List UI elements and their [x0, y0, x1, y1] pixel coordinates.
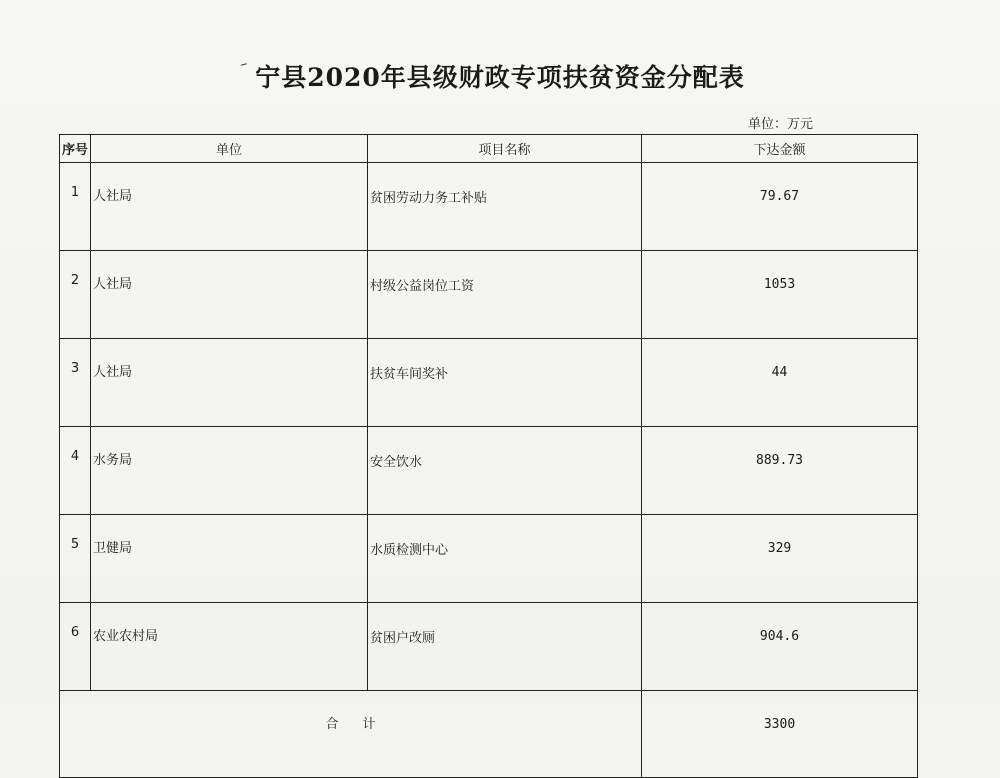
- header-project: 项目名称: [368, 135, 642, 163]
- row-project: 村级公益岗位工资: [368, 251, 642, 339]
- row-project: 贫困户改厕: [368, 603, 642, 691]
- row-unit: 卫健局: [91, 515, 368, 603]
- total-label: 合计: [60, 691, 642, 778]
- row-amount: 329: [642, 515, 918, 603]
- document-title: 宁县2020年县级财政专项扶贫资金分配表: [255, 63, 745, 92]
- row-project: 安全饮水: [368, 427, 642, 515]
- row-unit: 人社局: [91, 163, 368, 251]
- header-seq: 序号: [60, 135, 91, 163]
- total-row: [60, 691, 918, 778]
- row-amount: 904.6: [642, 603, 918, 691]
- row-project: 水质检测中心: [368, 515, 642, 603]
- row-seq: 2: [60, 251, 91, 339]
- table-row: [60, 251, 918, 339]
- table-row: [60, 163, 918, 251]
- row-unit: 水务局: [91, 427, 368, 515]
- unit-note: 单位：万元: [748, 117, 814, 132]
- row-unit: 农业农村局: [91, 603, 368, 691]
- row-amount: 79.67: [642, 163, 918, 251]
- row-seq: 6: [60, 603, 91, 691]
- row-seq: 5: [60, 515, 91, 603]
- row-project: 扶贫车间奖补: [368, 339, 642, 427]
- header-amount: 下达金额: [642, 135, 918, 163]
- table-row: [60, 603, 918, 691]
- header-unit: 单位: [91, 135, 368, 163]
- row-amount: 1053: [642, 251, 918, 339]
- total-amount: 3300: [642, 691, 918, 778]
- allocation-table: [59, 134, 918, 778]
- table-row: [60, 427, 918, 515]
- row-amount: 889.73: [642, 427, 918, 515]
- row-amount: 44: [642, 339, 918, 427]
- row-unit: 人社局: [91, 251, 368, 339]
- row-unit: 人社局: [91, 339, 368, 427]
- row-project: 贫困劳动力务工补贴: [368, 163, 642, 251]
- table-header-row: [60, 135, 918, 163]
- row-seq: 4: [60, 427, 91, 515]
- table-row: [60, 515, 918, 603]
- row-seq: 3: [60, 339, 91, 427]
- row-seq: 1: [60, 163, 91, 251]
- table-row: [60, 339, 918, 427]
